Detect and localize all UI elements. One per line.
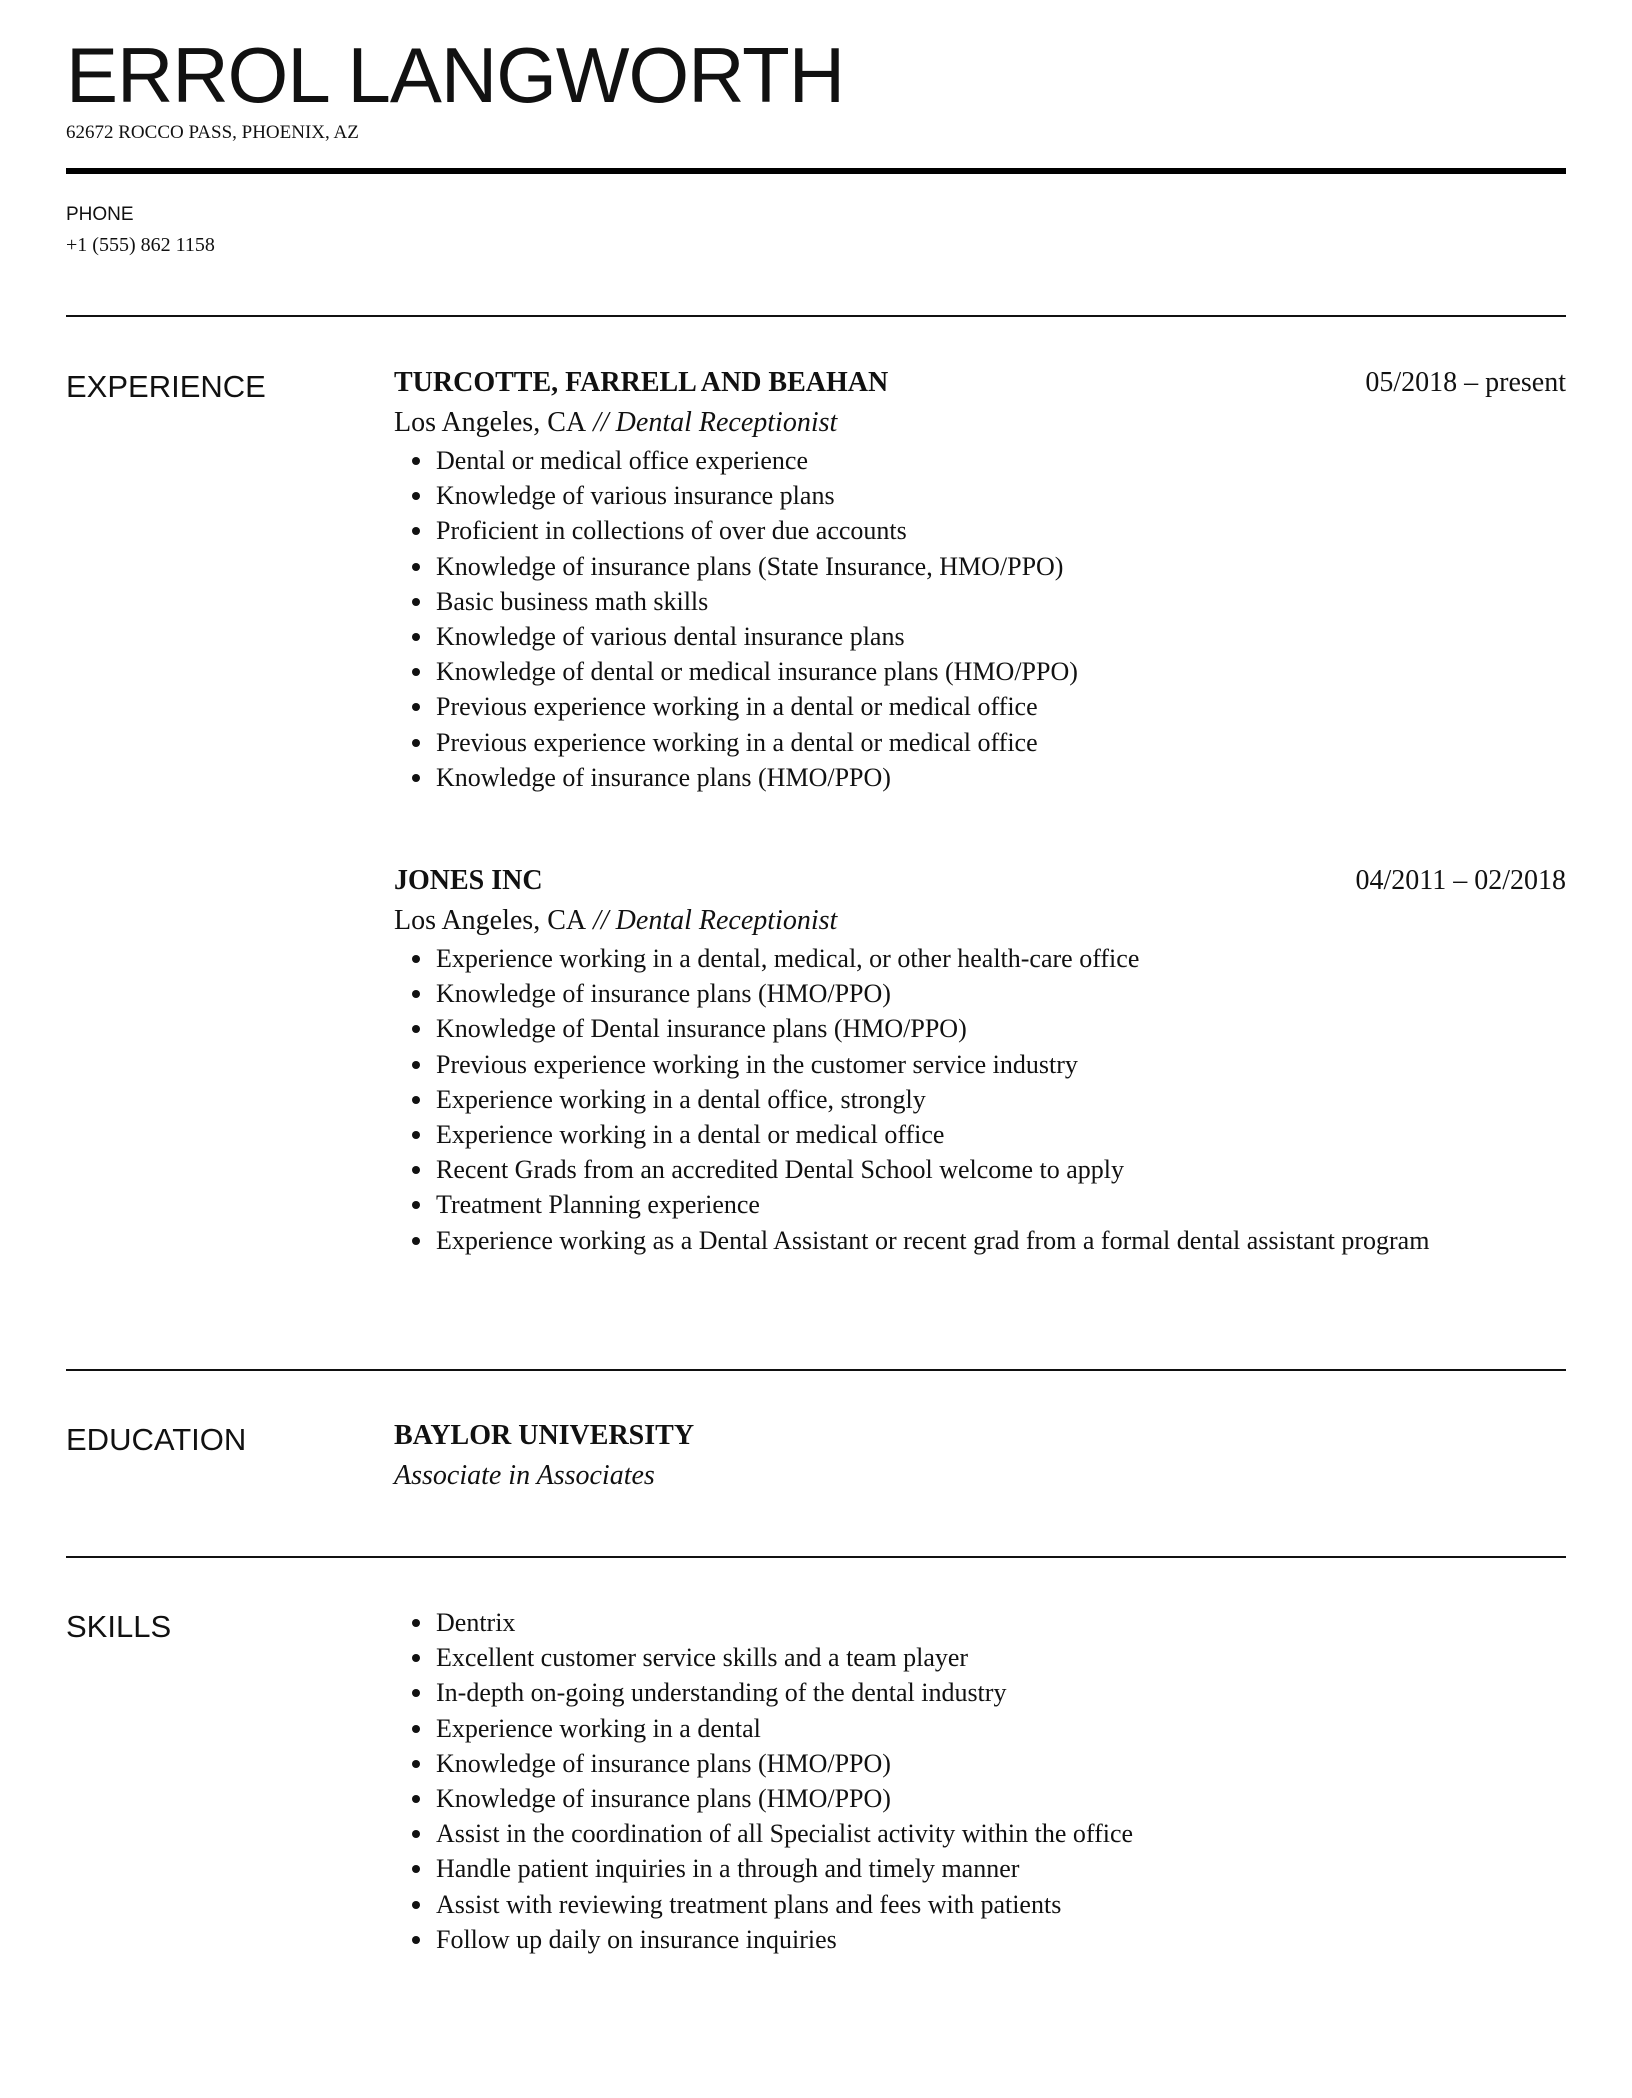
list-item: Dental or medical office experience: [436, 443, 1566, 478]
list-item: Knowledge of insurance plans (HMO/PPO): [436, 760, 1566, 795]
list-item: Assist with reviewing treatment plans and fees with patients: [436, 1887, 1566, 1922]
list-item: Previous experience working in a dental or medical office: [436, 689, 1566, 724]
phone-number: +1 (555) 862 1158: [66, 234, 215, 256]
section-divider: [66, 315, 1566, 317]
list-item: Assist in the coordination of all Specialist activity within the office: [436, 1816, 1566, 1851]
job-location-role: [394, 403, 1566, 443]
job-responsibilities: [394, 941, 1566, 1258]
job-role: Dental Receptionist: [615, 407, 838, 438]
list-item: Experience working as a Dental Assistant or recent grad from a formal dental assistant program: [436, 1223, 1496, 1258]
job-role: Dental Receptionist: [615, 905, 838, 936]
list-item: Knowledge of Dental insurance plans (HMO/PPO): [436, 1011, 1566, 1046]
list-item: Recent Grads from an accredited Dental School welcome to apply: [436, 1152, 1566, 1187]
list-item: Proficient in collections of over due accounts: [436, 513, 1566, 548]
experience-heading: EXPERIENCE: [66, 369, 266, 404]
skills-list: [394, 1605, 1566, 1957]
list-item: Excellent customer service skills and a team player: [436, 1640, 1566, 1675]
list-item: Knowledge of various dental insurance plans: [436, 619, 1566, 654]
job-header: [394, 861, 1566, 901]
job-location: Los Angeles, CA: [394, 407, 587, 438]
list-item: Knowledge of various insurance plans: [436, 478, 1566, 513]
section-divider: [66, 1556, 1566, 1558]
list-item: Knowledge of insurance plans (HMO/PPO): [436, 1781, 1566, 1816]
list-item: Basic business math skills: [436, 584, 1566, 619]
list-item: Handle patient inquiries in a through and timely manner: [436, 1851, 1566, 1886]
job-dates: 05/2018 – present: [1365, 367, 1566, 398]
list-item: Experience working in a dental or medical office: [436, 1117, 1566, 1152]
list-item: Previous experience working in a dental or medical office: [436, 725, 1566, 760]
skills-heading: SKILLS: [66, 1609, 172, 1644]
job-separator: //: [586, 905, 616, 936]
education-entry: [394, 1416, 1566, 1496]
candidate-address: 62672 ROCCO PASS, PHOENIX, AZ: [66, 122, 359, 143]
list-item: Knowledge of dental or medical insurance plans (HMO/PPO): [436, 654, 1566, 689]
experience-entry: [394, 861, 1566, 1258]
list-item: Knowledge of insurance plans (State Insurance, HMO/PPO): [436, 549, 1566, 584]
list-item: Dentrix: [436, 1605, 1566, 1640]
skills-list-container: [394, 1605, 1566, 1957]
job-responsibilities: [394, 443, 1566, 795]
candidate-name: ERROL LANGWORTH: [66, 31, 845, 119]
phone-label: PHONE: [66, 204, 134, 225]
job-separator: //: [586, 407, 616, 438]
list-item: Knowledge of insurance plans (HMO/PPO): [436, 1746, 1566, 1781]
job-dates: 04/2011 – 02/2018: [1355, 865, 1566, 896]
list-item: In-depth on-going understanding of the dental industry: [436, 1675, 1566, 1710]
list-item: Experience working in a dental: [436, 1711, 1566, 1746]
job-header: [394, 363, 1566, 403]
school-name: BAYLOR UNIVERSITY: [394, 1420, 695, 1451]
list-item: Treatment Planning experience: [436, 1187, 1566, 1222]
degree: Associate in Associates: [394, 1460, 655, 1491]
list-item: Experience working in a dental office, strongly: [436, 1082, 1566, 1117]
header-divider: [66, 168, 1566, 174]
company-name: TURCOTTE, FARRELL AND BEAHAN: [394, 367, 889, 398]
list-item: Previous experience working in the customer service industry: [436, 1047, 1566, 1082]
list-item: Experience working in a dental, medical, or other health-care office: [436, 941, 1566, 976]
job-location: Los Angeles, CA: [394, 905, 587, 936]
job-location-role: [394, 901, 1566, 941]
list-item: Knowledge of insurance plans (HMO/PPO): [436, 976, 1566, 1011]
experience-entry: [394, 363, 1566, 795]
section-divider: [66, 1369, 1566, 1371]
company-name: JONES INC: [394, 865, 543, 896]
education-heading: EDUCATION: [66, 1422, 247, 1457]
list-item: Follow up daily on insurance inquiries: [436, 1922, 1566, 1957]
